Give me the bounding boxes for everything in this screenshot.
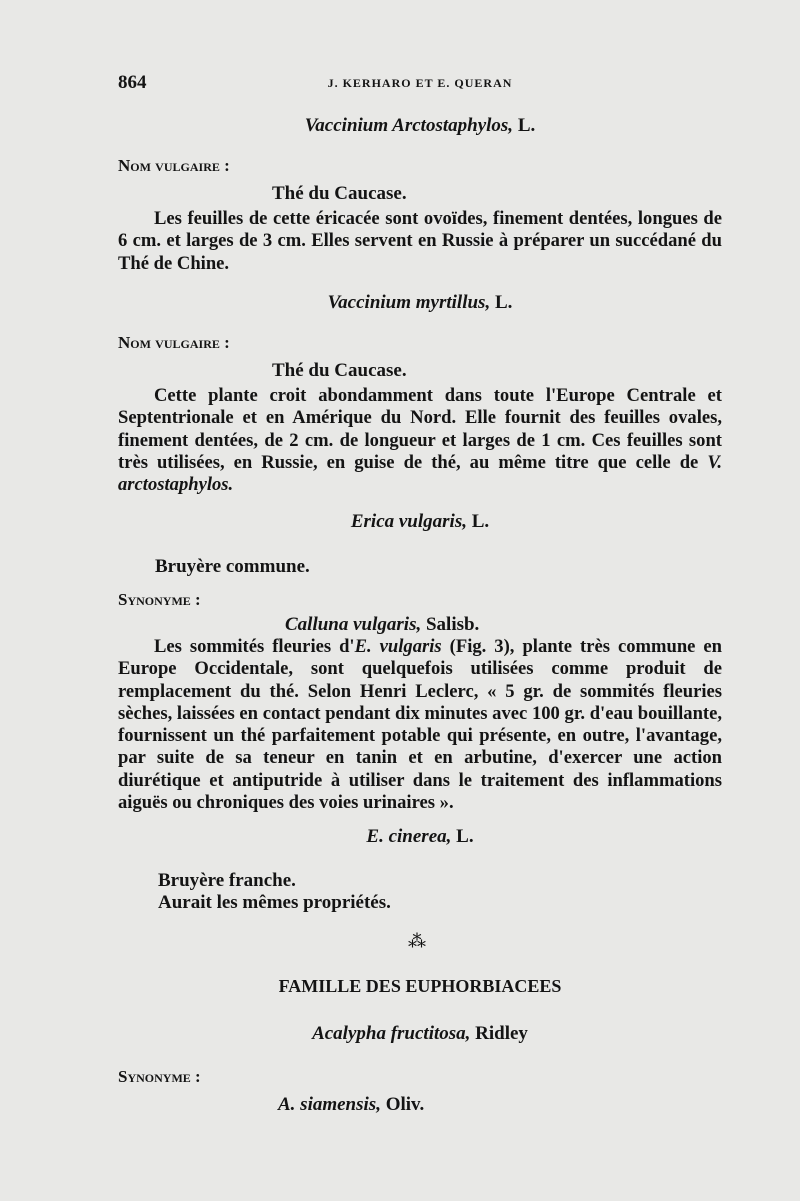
species-author: Ridley xyxy=(475,1023,528,1044)
species-author: L. xyxy=(517,115,536,136)
synonym-author: Oliv. xyxy=(385,1094,425,1115)
section-label: Synonyme : xyxy=(118,590,201,609)
section-label: Nom vulgaire : xyxy=(118,333,230,352)
paragraph xyxy=(118,208,722,275)
species-heading xyxy=(118,292,722,314)
paragraph xyxy=(118,636,722,814)
page-number: 864 xyxy=(118,72,147,93)
species-name: Vaccinium myrtillus, xyxy=(327,292,491,313)
species-heading xyxy=(118,826,722,848)
paragraph-text: (Fig. 3), plante très commune en Europe Occidentale, sont quelquefois utilisées comme produit de remplacement du thé. Selon Henri Leclerc, « 5 gr. de sommités fleuries sèches, laissées en contact pendant dix minutes avec 100 gr. d'eau bouillante, fournissent un thé parfaitement potable qui présente, en outre, l'avantage, par suite de sa teneur en tanin et en arbutine, d'exercer une action diurétique et antiputride à utiliser dans le traitement des inflammations aiguës ou chroniques des voies urinaires ». xyxy=(118,636,723,814)
fleuron-ornament: ⁂ xyxy=(408,931,426,951)
synonym-name: A. siamensis, xyxy=(278,1094,381,1115)
common-name: Thé du Caucase. xyxy=(272,183,407,204)
italic-species: E. vulgaris xyxy=(354,636,442,657)
species-heading xyxy=(118,511,722,533)
paragraph-text: Les feuilles de cette éricacée sont ovoïdes, finement dentées, longues de 6 cm. et larges de 3 cm. Elles servent en Russie à préparer un succédané du Thé de Chine. xyxy=(118,208,722,274)
family-title: FAMILLE DES EUPHORBIACEES xyxy=(278,976,562,996)
common-name: Bruyère commune. xyxy=(155,556,310,577)
paragraph xyxy=(118,385,722,496)
note-line: Aurait les mêmes propriétés. xyxy=(158,892,391,913)
species-name: Erica vulgaris, xyxy=(350,511,467,532)
section-label: Synonyme : xyxy=(118,1067,201,1086)
synonym-name: Calluna vulgaris, xyxy=(285,614,422,635)
synonym xyxy=(278,1094,424,1116)
section-label: Nom vulgaire : xyxy=(118,156,230,175)
common-name: Bruyère franche. xyxy=(158,870,296,891)
species-author: L. xyxy=(456,826,474,847)
species-author: L. xyxy=(494,292,513,313)
species-heading xyxy=(118,115,722,137)
synonym xyxy=(285,614,479,636)
species-author: L. xyxy=(471,511,490,532)
species-name: Vaccinium Arctostaphylos, xyxy=(304,115,514,136)
species-name: E. cinerea, xyxy=(366,826,452,847)
running-head: J. KERHARO ET E. QUERAN xyxy=(327,76,513,90)
species-name: Acalypha fructitosa, xyxy=(312,1023,471,1044)
paragraph-text: Cette plante croit abondamment dans toute l'Europe Centrale et Septentrionale et en Amérique du Nord. Elle fournit des feuilles ovales, finement dentées, de 2 cm. de longueur et larges de 1 cm. Ces feuilles sont très utilisées, en Russie, en guise de thé, au même titre que celle de xyxy=(118,385,722,473)
synonym-author: Salisb. xyxy=(425,614,480,635)
page-header xyxy=(118,72,722,98)
paragraph-text: Les sommités fleuries d' xyxy=(154,636,355,657)
common-name: Thé du Caucase. xyxy=(272,360,407,381)
italic-species: V. arctostaphylos. xyxy=(118,451,723,496)
species-heading xyxy=(118,1023,722,1045)
